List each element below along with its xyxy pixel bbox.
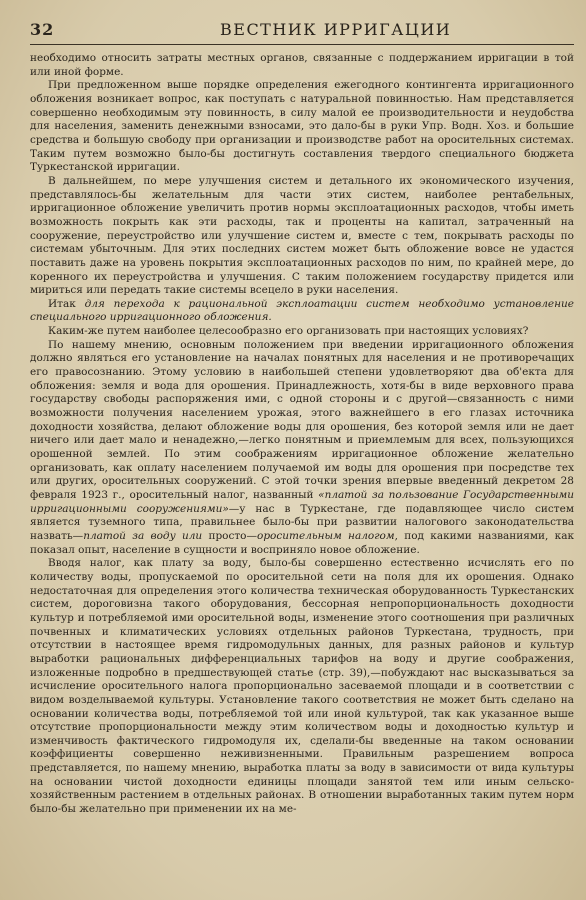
italic-span: «платой за пользование Государственными ирригационными сооружениями» — [30, 489, 574, 515]
paragraph-6 — [30, 339, 574, 558]
page-header — [30, 18, 574, 45]
italic-span: для перехода к рациональной эксплоатации систем необходимо установление специального ирригационного обложения. — [30, 297, 574, 324]
text-span: просто— — [202, 529, 258, 542]
paragraph-4 — [30, 298, 574, 325]
paragraph-7 — [30, 557, 574, 816]
italic-span: или — [181, 529, 203, 542]
text-span: При предложенном выше порядке определения ежегодного контингента ирригационного обложения возникает вопрос, как поступать с натуральной повинностью. Нам представляется совершенно необходимым эту повинность, в силу малой ее производительности и неудобства для населения, заменить денежными взносами, это дало-бы в руки Упр. Водн. Хоз. и большие средства и большую свободу при организации и производстве работ на оросительных системах. Таким путем возможно было-бы достигнуть составления твердого специального бюджета Туркестанской ирригации. — [30, 79, 574, 174]
paragraph-3 — [30, 175, 574, 298]
text-span: необходимо относить затраты местных органов, связанные с поддержанием ирригации в той или иной форме. — [30, 52, 574, 78]
text-span: , под какими названиями, как показал опыт, население в сущности и восприняло новое обложение. — [30, 529, 575, 556]
paragraph-2 — [30, 79, 574, 175]
text-span: По нашему мнению, основным положением при введении ирригационного обложения должно являться его установление на началах понятных для населения и не противоречащих его правосознанию. Этому условию в наибольшей степени удовлетворяют два об'екта для обложения: земля и вода для орошения. Принадлежность, хотя-бы в виде верховного права государству свободы распоряжения ими, с одной стороны и с другой—связанность с ними возможности получения населением урожая, этого важнейшего в его глазах источника доходности хозяйства, делают обложение воды для орошения, без которой земля или не дает ничего или дает мало и ненадежно,—легко понятным и приемлемым для всех, пользующихся орошенной землей. По этим соображениям ирригационное обложение желательно организовать, как оплату населением получаемой им воды для орошения при посредстве тех или других, оросительных сооружений. С этой точки зрения впервые введенный декретом 28 февраля 1923 г., оросительный налог, названный — [30, 338, 574, 501]
text-span: В дальнейшем, по мере улучшения систем и детального их экономического изучения, представлялось-бы желательным для части этих систем, наиболее рентабельных, ирригационное обложение увеличить против нормы эксплоатационных расходов, чтобы иметь возможность покрыть как эти расходы, так и проценты на капитал, затраченный на сооружение, переустройство или улучшение систем и, вместе с тем, покрывать расходы по системам убыточным. Для этих последних систем может быть обложение вовсе не удастся поставить даже на уровень покрытия эксплоатационных расходов по ним, по крайней мере, до коренного их переустройства и улучшения. С таким положением государству придется или мириться или передать такие системы всецело в руки населения. — [30, 174, 574, 297]
italic-span: платой за воду — [83, 529, 176, 542]
text-span: Каким-же путем наиболее целесообразно его организовать при настоящих условиях? — [48, 325, 529, 338]
paragraph-5 — [30, 325, 574, 339]
text-span: Вводя налог, как плату за воду, было-бы совершенно естественно исчислять его по количеству воды, пропускаемой по оросительной сети на поля для их орошения. Однако недостаточная для определения этого количества техническая оборудованность Туркестанских систем, дороговизна такого оборудования, бессорная непропорциональность доходности культур и потребляемой ими оросительной воды, изменение этого соотношения при различных почвенных и климатических условиях отдельных районов Туркестана, трудность, при отсутствии в настоящее время гидромодульных данных, для разных районов и культур выработки рациональных дифференциальных тарифов на воду и другие соображения, изложенные подробно в предшествующей статье (стр. 39),—побуждают нас высказываться за исчисление оросительного налога пропорционально засеваемой площади и в соответствии с видом возделываемой культуры. Установление такого соответствия не может быть сделано на основании количества воды, потребляемой той или иной культурой, так как указанное выше отсутствие пропорциональности между этим количеством воды и доходностью культур и изменчивость фактического гидромодуля их, сделали-бы введенные на таком основании коэффициенты совершенно неживизненными. Правильным разрешением вопроса представляется, по нашему мнению, выработка платы за воду в зависимости от вида культуры на основании чистой доходности единицы площади занятой тем или иным сельско-хозяйственным растением в отдельных районах. В отношении выработанных таким путем норм было-бы желательно при применении их на ме- — [30, 557, 574, 816]
text-span: Итак — [48, 297, 85, 310]
journal-title: ВЕСТНИК ИРРИГАЦИИ — [220, 20, 452, 39]
italic-span: оросительным налогом — [257, 529, 395, 542]
text-span: —у нас в Туркестане, где подавляющее число систем является туземного типа, правильнее было-бы при развитии налогового законодательства назвать— — [30, 502, 574, 542]
page-number: 32 — [30, 20, 55, 39]
body-text — [30, 52, 574, 817]
paragraph-1 — [30, 52, 574, 79]
